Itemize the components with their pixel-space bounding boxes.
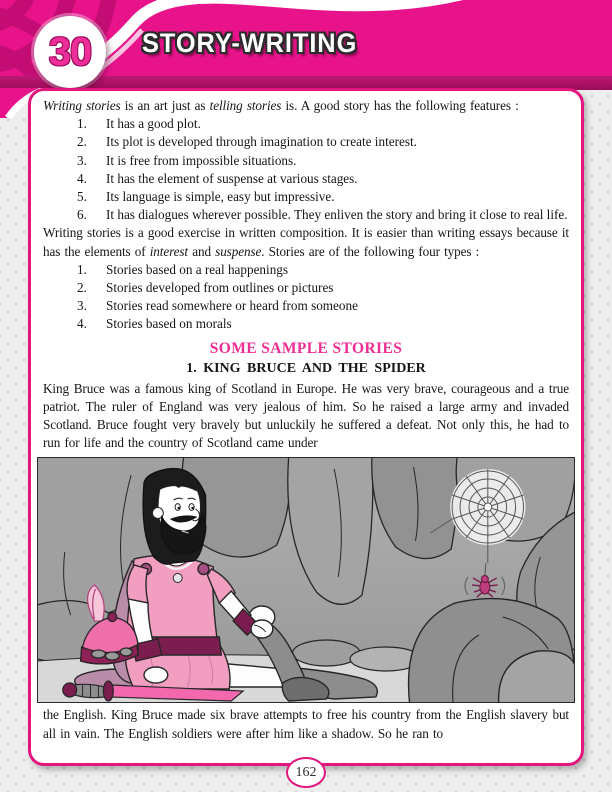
list-item: [43, 188, 569, 206]
list-item: [43, 315, 569, 333]
story-paragraph-before-image: King Bruce was a famous king of Scotland in Europe. He was very brave, courageous and a true patriot. The ruler of England was very jealous of him. So he raised a large army and invaded Scotland. Bruce fought very bravely but unluckily he suffered a defeat. Not only this, he had to run for life and the country of Scotland came under: [43, 380, 569, 451]
para2-text: Writing stories is a good exercise in written composition. It is easier than writing essays because it has the elements of: [43, 225, 569, 259]
list-item: [43, 206, 569, 224]
intro-text: is. A good story has the following features :: [281, 98, 519, 113]
para2-text: and: [188, 243, 216, 259]
chapter-number: 30: [48, 29, 92, 74]
section-heading: SOME SAMPLE STORIES: [209, 339, 403, 357]
list-number: 3.: [77, 298, 87, 314]
list-item: [43, 279, 569, 297]
story-types-paragraph: [43, 224, 569, 260]
list-number: 1.: [77, 261, 87, 277]
story-types-list: [43, 261, 569, 334]
list-text: It is free from impossible situations.: [106, 152, 297, 168]
list-item: [43, 261, 569, 279]
list-item: [43, 115, 569, 133]
para2-text: . Stories are of the following four types :: [261, 243, 480, 259]
story-features-list: [43, 115, 569, 224]
list-text: Stories developed from outlines or pictures: [106, 280, 334, 296]
story-paragraph-after-image: the English. King Bruce made six brave attempts to free his country from the English slavery but all in vain. The English soldiers were after him like a shadow. So he ran to: [43, 707, 569, 741]
list-text: Stories based on a real happenings: [106, 261, 289, 277]
list-number: 3.: [77, 152, 87, 168]
page-number-badge: [286, 757, 326, 788]
chapter-number-badge: [34, 16, 106, 88]
list-text: It has dialogues wherever possible. They enliven the story and bring it close to real life.: [106, 207, 568, 223]
list-text: Its plot is developed through imagination to create interest.: [106, 134, 417, 150]
content-box: [28, 88, 584, 766]
list-number: 1.: [77, 116, 87, 132]
list-item: [43, 152, 569, 170]
para2-italic: suspense: [215, 243, 262, 259]
list-text: Stories based on morals: [106, 316, 232, 332]
story-illustration: [37, 457, 575, 703]
list-number: 2.: [77, 134, 87, 150]
list-number: 4.: [77, 170, 87, 186]
list-number: 5.: [77, 189, 87, 205]
list-text: It has the element of suspense at various stages.: [106, 170, 358, 186]
intro-text: is an art just as: [120, 98, 210, 113]
list-text: It has a good plot.: [106, 116, 201, 132]
list-item: [43, 297, 569, 315]
cave-scene: [37, 457, 575, 703]
list-number: 4.: [77, 316, 87, 332]
list-number: 2.: [77, 280, 87, 296]
chapter-title: STORY-WRITING: [142, 28, 358, 58]
para2-italic: interest: [149, 243, 189, 259]
list-item: [43, 133, 569, 151]
page-number: 162: [295, 764, 317, 780]
list-number: 6.: [77, 207, 87, 223]
list-text: Its language is simple, easy but impressive.: [106, 189, 335, 205]
intro-italic-phrase: Writing stories: [43, 98, 121, 113]
story-title-heading: 1. KING BRUCE AND THE SPIDER: [186, 360, 426, 376]
intro-paragraph: [43, 97, 569, 115]
chapter-header: [0, 0, 612, 90]
list-item: [43, 170, 569, 188]
intro-italic-phrase: telling stories: [209, 98, 282, 113]
list-text: Stories read somewhere or heard from someone: [106, 298, 358, 314]
